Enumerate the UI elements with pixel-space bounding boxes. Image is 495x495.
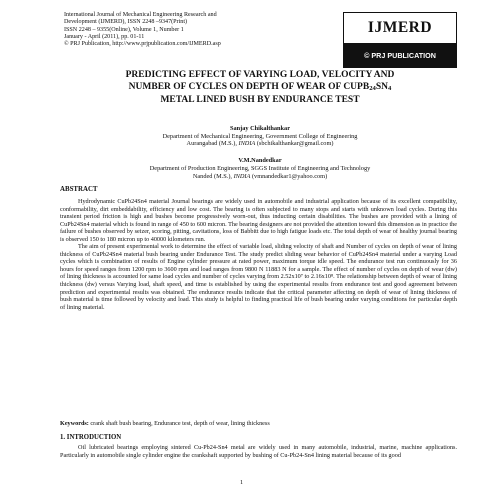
author-city: Aurangabad (M.S.), — [186, 140, 239, 148]
author-email: (sbchikalthankar@gmail.com) — [255, 140, 334, 148]
author-city: Nanded (M.S.), — [192, 172, 234, 180]
author-email: (vmnandedkar1@yahoo.com) — [250, 172, 328, 180]
journal-line: © PRJ Publication, http://www.prjpublication.com/IJMERD.asp — [64, 41, 221, 48]
title-line-2-part-b: SN — [375, 81, 388, 92]
journal-header — [64, 12, 334, 48]
journal-line: International Journal of Mechanical Engineering Research and — [64, 12, 217, 18]
author-country: INDIA — [238, 140, 256, 148]
abstract-body — [60, 198, 457, 311]
page-number: 1 — [240, 479, 244, 486]
title-line-3: METAL LINED BUSH BY ENDURANCE TEST — [160, 94, 360, 105]
paper-title — [64, 70, 456, 106]
author-affiliation: Department of Mechanical Engineering, Government College of Engineering — [162, 132, 358, 140]
introduction-body — [60, 444, 457, 459]
title-line-2-part-a: NUMBER OF CYCLES ON DEPTH OF WEAR OF CUPB — [128, 81, 370, 92]
keywords — [60, 420, 457, 428]
authors-block — [64, 125, 456, 180]
title-subscript-24: 24 — [369, 84, 376, 92]
author-country: INDIA — [233, 172, 251, 180]
author-name: Sanjay Chikalthankar — [229, 125, 290, 132]
introduction-heading: 1. INTRODUCTION — [60, 434, 122, 441]
logo-title: IJMERD — [367, 19, 433, 36]
introduction-paragraph: Oil lubricated bearings employing sintered Cu-Pb24-Sn4 metal are widely used in many automobile, industrial, marine, machine applications. Particularly in automobile single cylinder engine the crankshaft supported by bushing of Cu-Pb24-Sn4 lining material because of its good — [60, 444, 457, 459]
title-line-2 — [64, 82, 456, 95]
keywords-label: Keywords: — [60, 420, 89, 427]
author-location — [64, 173, 456, 181]
author-affiliation: Department of Production Engineering, SGGS Institute of Engineering and Technology — [149, 164, 371, 172]
journal-line: ISSN 2248 – 9355(Online), Volume 1, Number 1 — [64, 26, 184, 33]
author-location — [64, 140, 456, 148]
abstract-heading: ABSTRACT — [60, 186, 98, 193]
abstract-paragraph: Hydrodynamic CuPb24Sn4 material Journal bearings are widely used in automobile and industrial application because of its excellent compatibility, conformability, dirt embeddability, efficiency and low cost. The bearing is often subjected to many stops and starts with unknown load cycles. During this transient period friction is high and bushes become progressively worn-out, thus inducting certain disabilities. The bushes are provided with a lining of CuPb24Sn4 material which is found in range of 450 to 600 micron. The bearing designers are not provided the attention toward this dimension as in practice the failure of bushes observed by seizer, scoring, pitting, cavitations, loss of Babbitt due to high fatigue loads etc. The total depth of wear of healthy journal bearing is observed 150 to 180 micron up to 40000 kilometers run. — [60, 198, 457, 243]
journal-line: Development (IJMERD), ISSN 2248 –9347(Print) — [64, 19, 188, 26]
keywords-text: crank shaft bush bearing, Endurance test, depth of wear, lining thickness — [88, 420, 270, 427]
logo-publisher-bar: © PRJ PUBLICATION — [344, 43, 456, 67]
abstract-paragraph: The aim of present experimental work to determine the effect of variable load, sliding velocity of shaft and Number of cycles on depth of wear of lining thickness of CuPb24Sn4 material bush bearing under Endurance Test. The study predict sliding wear behavior of CuPb24Sn4 material under a varying Load cycles which is combination of results of Engine cylinder pressure at rated power, maximum torque idle speed. The endurance test run continuously for 36 hours for speed ranges from 1200 rpm to 3600 rpm and load ranges from 9800 N 11883 N for a sample. The effect of number of cycles on depth of wear (dw) of lining thickness is accounted for same load cycles and number of cycles varying from 2.52x10⁷ to 2.16x10⁸. The relationship between depth of wear of lining thickness (dw) versus Varying load, shaft speed, and time is established by using the experimental results from endurance test and good agreement between prediction and experimental results was obtained. The endurance results indicate that the critical parameter affecting on depth of wear of lining thickness of bush material is time followed by velocity and load. This study is helpful to finding practical life of bush bearing under varying conditions for particular depth of lining material. — [60, 243, 457, 311]
journal-line: January - April (2011), pp. 01-11 — [64, 33, 145, 40]
author-name: V.M.Nandedkar — [238, 157, 282, 165]
journal-logo — [343, 12, 457, 68]
title-subscript-4: 4 — [387, 84, 392, 92]
title-line-1: PREDICTING EFFECT OF VARYING LOAD, VELOCITY AND — [125, 70, 395, 80]
